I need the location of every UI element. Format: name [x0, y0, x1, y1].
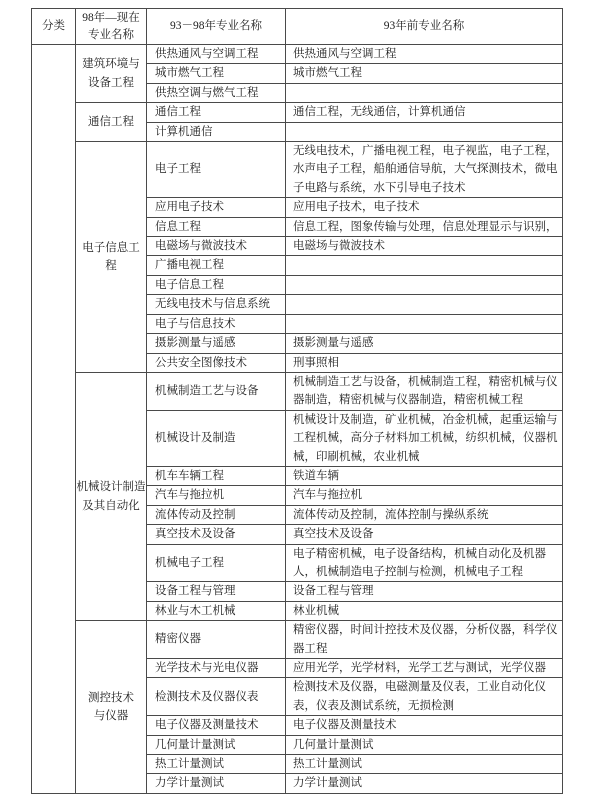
header-current-line2: 专业名称 [88, 28, 134, 41]
major-pre-93-cell: 供热通风与空调工程 [286, 45, 563, 64]
major-93-98-cell: 真空技术及设备 [147, 525, 286, 544]
major-93-98-cell: 林业与木工机械 [147, 601, 286, 620]
major-pre-93-cell: 力学计量测试 [286, 774, 563, 793]
group-name-line: 与仪器 [93, 710, 129, 723]
table-row [32, 621, 563, 659]
major-pre-93-cell: 应用电子技术，电子技术 [286, 198, 563, 217]
major-pre-93-cell: 设备工程与管理 [286, 582, 563, 601]
major-93-98-cell: 检测技术及仪器仪表 [147, 678, 286, 716]
group-name-cell [76, 142, 147, 373]
major-pre-93-cell [286, 314, 563, 333]
group-name-line: 建筑环境与 [82, 58, 140, 71]
group-name-line: 设备工程 [88, 76, 134, 89]
major-pre-93-cell: 应用光学，光学材料，光学工艺与测试，光学仪器 [286, 659, 563, 678]
major-93-98-cell: 机械电子工程 [147, 544, 286, 582]
major-93-98-cell: 广播电视工程 [147, 256, 286, 275]
major-pre-93-cell [286, 295, 563, 314]
major-pre-93-cell: 无线电技术，广播电视工程，电子视监，电子工程，水声电子工程，船舶通信导航，大气探测技术，微电子电路与系统，水下引导电子技术 [286, 142, 563, 198]
major-93-98-cell: 供热空调与燃气工程 [147, 83, 286, 102]
major-93-98-cell: 信息工程 [147, 217, 286, 236]
major-93-98-cell: 公共安全图像技术 [147, 353, 286, 372]
group-name-line: 机械设计制造 [76, 481, 146, 494]
major-93-98-cell: 精密仪器 [147, 621, 286, 659]
major-93-98-cell: 电磁场与微波技术 [147, 237, 286, 256]
major-pre-93-cell: 机械制造工艺与设备，机械制造工程，精密机械与仪器制造，精密机械与仪器制造，精密机械工程 [286, 372, 563, 410]
major-pre-93-cell: 信息工程，图象传输与处理，信息处理显示与识别， [286, 217, 563, 236]
category-cell [32, 45, 76, 794]
group-name-cell [76, 621, 147, 794]
major-mapping-table [31, 8, 563, 794]
major-pre-93-cell [286, 256, 563, 275]
group-name-line: 测控技术 [88, 691, 134, 704]
major-93-98-cell: 通信工程 [147, 103, 286, 122]
group-name-cell [76, 45, 147, 103]
major-93-98-cell: 电子信息工程 [147, 275, 286, 294]
major-93-98-cell: 流体传动及控制 [147, 505, 286, 524]
major-93-98-cell: 机械制造工艺与设备 [147, 372, 286, 410]
major-93-98-cell: 电子仪器及测量技术 [147, 716, 286, 735]
header-category: 分类 [32, 9, 76, 45]
major-pre-93-cell: 林业机械 [286, 601, 563, 620]
major-pre-93-cell: 汽车与拖拉机 [286, 486, 563, 505]
major-93-98-cell: 几何量计量测试 [147, 735, 286, 754]
header-pre-93: 93年前专业名称 [286, 9, 563, 45]
major-pre-93-cell: 摄影测量与遥感 [286, 334, 563, 353]
major-93-98-cell: 摄影测量与遥感 [147, 334, 286, 353]
major-93-98-cell: 城市燃气工程 [147, 64, 286, 83]
major-pre-93-cell: 电磁场与微波技术 [286, 237, 563, 256]
group-name-cell [76, 372, 147, 620]
group-name-line: 及其自动化 [82, 499, 140, 512]
major-93-98-cell: 机车车辆工程 [147, 466, 286, 485]
table-header [32, 9, 563, 45]
major-93-98-cell: 供热通风与空调工程 [147, 45, 286, 64]
major-pre-93-cell: 电子仪器及测量技术 [286, 716, 563, 735]
major-93-98-cell: 应用电子技术 [147, 198, 286, 217]
group-name-line: 通信工程 [88, 115, 134, 128]
header-row [32, 9, 563, 45]
table-row [32, 372, 563, 410]
major-pre-93-cell [286, 83, 563, 102]
major-pre-93-cell: 流体传动及控制，流体控制与操纵系统 [286, 505, 563, 524]
major-93-98-cell: 汽车与拖拉机 [147, 486, 286, 505]
header-current-line1: 98年—现在 [82, 11, 140, 24]
major-pre-93-cell: 检测技术及仪器，电磁测量及仪表，工业自动化仪表，仪表及测试系统，无损检测 [286, 678, 563, 716]
major-93-98-cell: 热工计量测试 [147, 755, 286, 774]
group-name-line: 电子信息工 [82, 241, 140, 254]
major-pre-93-cell: 城市燃气工程 [286, 64, 563, 83]
table-row [32, 142, 563, 198]
major-pre-93-cell: 真空技术及设备 [286, 525, 563, 544]
major-pre-93-cell: 精密仪器，时间计控技术及仪器，分析仪器，科学仪器工程 [286, 621, 563, 659]
major-93-98-cell: 电子工程 [147, 142, 286, 198]
major-93-98-cell: 无线电技术与信息系统 [147, 295, 286, 314]
header-current [76, 9, 147, 45]
major-pre-93-cell: 刑事照相 [286, 353, 563, 372]
group-name-line: 程 [105, 259, 117, 272]
header-93-98: 93－98年专业名称 [147, 9, 286, 45]
major-pre-93-cell: 热工计量测试 [286, 755, 563, 774]
table-row [32, 103, 563, 122]
major-93-98-cell: 电子与信息技术 [147, 314, 286, 333]
major-93-98-cell: 光学技术与光电仪器 [147, 659, 286, 678]
major-93-98-cell: 计算机通信 [147, 122, 286, 141]
major-pre-93-cell: 通信工程，无线通信，计算机通信 [286, 103, 563, 122]
major-pre-93-cell: 电子精密机械，电子设备结构，机械自动化及机器人，机械制造电子控制与检测，机械电子工程 [286, 544, 563, 582]
major-pre-93-cell: 几何量计量测试 [286, 735, 563, 754]
major-pre-93-cell: 机械设计及制造，矿业机械，冶金机械，起重运输与工程机械，高分子材料加工机械，纺织机械，仪器机械，印刷机械，农业机械 [286, 410, 563, 466]
table-row [32, 45, 563, 64]
major-pre-93-cell: 铁道车辆 [286, 466, 563, 485]
major-pre-93-cell [286, 275, 563, 294]
major-93-98-cell: 力学计量测试 [147, 774, 286, 793]
group-name-cell [76, 103, 147, 142]
major-pre-93-cell [286, 122, 563, 141]
table-body [32, 45, 563, 794]
major-93-98-cell: 设备工程与管理 [147, 582, 286, 601]
major-93-98-cell: 机械设计及制造 [147, 410, 286, 466]
